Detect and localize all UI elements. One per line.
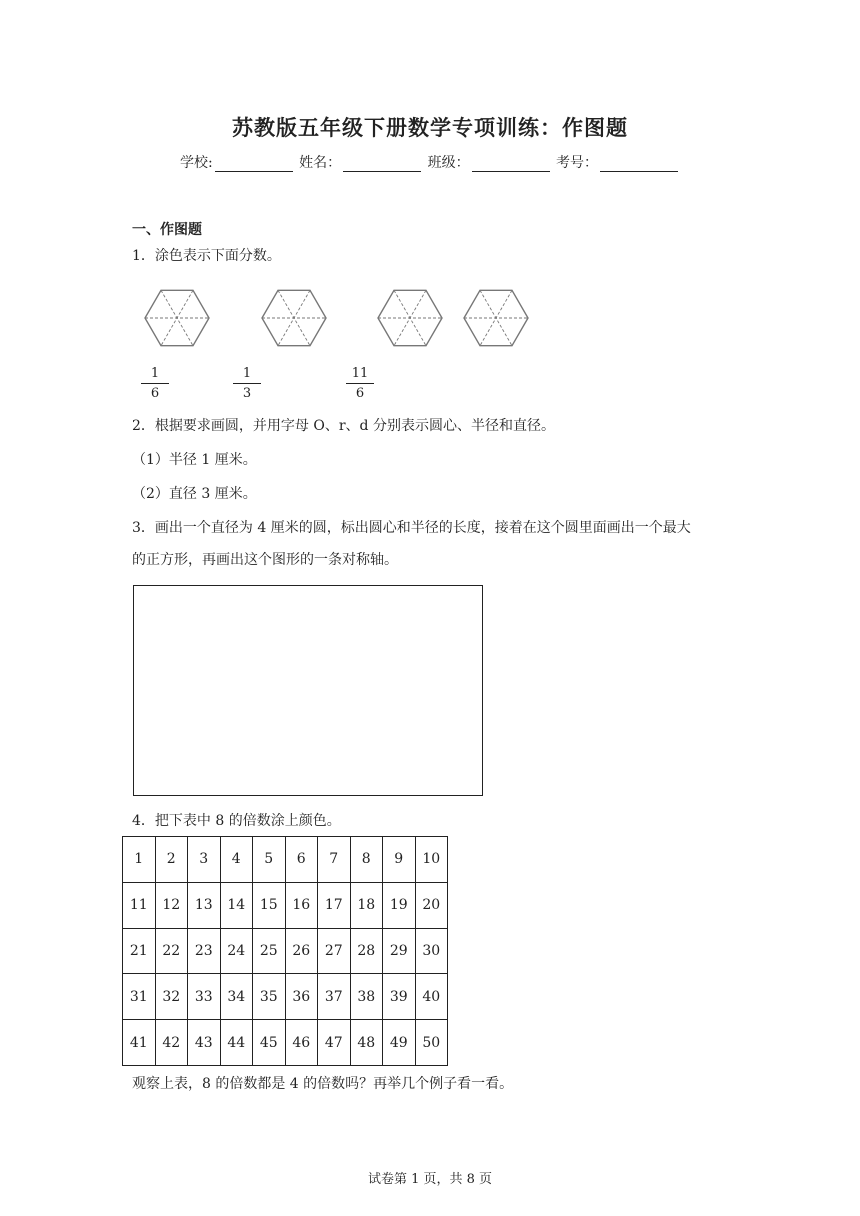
fraction-2 xyxy=(233,366,261,401)
grid-cell[interactable]: 42 xyxy=(155,1020,188,1066)
grid-cell[interactable]: 44 xyxy=(220,1020,253,1066)
grid-cell[interactable]: 15 xyxy=(253,882,286,928)
question-1-text: 1．涂色表示下面分数。 xyxy=(132,248,281,264)
grid-row xyxy=(123,974,448,1020)
question-2-text: 2．根据要求画圆，并用字母 O、r、d 分别表示圆心、半径和直径。 xyxy=(132,418,555,434)
grid-cell[interactable]: 6 xyxy=(285,837,318,883)
class-blank[interactable] xyxy=(472,157,550,172)
grid-cell[interactable]: 13 xyxy=(188,882,221,928)
grid-cell[interactable]: 41 xyxy=(123,1020,156,1066)
hexagon-3[interactable] xyxy=(378,290,442,345)
school-blank[interactable] xyxy=(215,157,293,172)
grid-cell[interactable]: 27 xyxy=(318,928,351,974)
fraction-1 xyxy=(141,366,169,401)
fraction-1-numerator: 1 xyxy=(141,366,169,384)
grid-cell[interactable]: 25 xyxy=(253,928,286,974)
question-2-part-2: （2）直径 3 厘米。 xyxy=(132,486,257,502)
fraction-3-numerator: 11 xyxy=(346,366,374,384)
name-label: 姓名： xyxy=(299,155,342,171)
grid-cell[interactable]: 20 xyxy=(415,882,448,928)
grid-row xyxy=(123,1020,448,1066)
fraction-3-denominator: 6 xyxy=(355,386,365,401)
grid-cell[interactable]: 37 xyxy=(318,974,351,1020)
grid-cell[interactable]: 40 xyxy=(415,974,448,1020)
grid-cell[interactable]: 38 xyxy=(350,974,383,1020)
grid-cell[interactable]: 1 xyxy=(123,837,156,883)
student-info-line xyxy=(0,152,860,172)
hexagon-1[interactable] xyxy=(145,290,209,345)
grid-cell[interactable]: 26 xyxy=(285,928,318,974)
grid-cell[interactable]: 23 xyxy=(188,928,221,974)
grid-cell[interactable]: 33 xyxy=(188,974,221,1020)
fraction-2-denominator: 3 xyxy=(242,386,252,401)
grid-cell[interactable]: 32 xyxy=(155,974,188,1020)
grid-cell[interactable]: 34 xyxy=(220,974,253,1020)
grid-cell[interactable]: 39 xyxy=(383,974,416,1020)
grid-cell[interactable]: 18 xyxy=(350,882,383,928)
grid-cell[interactable]: 24 xyxy=(220,928,253,974)
grid-cell[interactable]: 31 xyxy=(123,974,156,1020)
page-footer: 试卷第 1 页，共 8 页 xyxy=(367,1172,493,1187)
grid-cell[interactable]: 16 xyxy=(285,882,318,928)
grid-cell[interactable]: 19 xyxy=(383,882,416,928)
school-label: 学校: xyxy=(179,155,213,171)
grid-row xyxy=(123,882,448,928)
question-4-text: 4．把下表中 8 的倍数涂上颜色。 xyxy=(132,813,341,829)
question-3-line-1: 3．画出一个直径为 4 厘米的圆，标出圆心和半径的长度，接着在这个圆里面画出一个最大 xyxy=(132,520,691,536)
grid-cell[interactable]: 35 xyxy=(253,974,286,1020)
grid-cell[interactable]: 5 xyxy=(253,837,286,883)
fraction-3 xyxy=(346,366,374,401)
fraction-1-denominator: 6 xyxy=(150,386,160,401)
grid-cell[interactable]: 22 xyxy=(155,928,188,974)
grid-cell[interactable]: 12 xyxy=(155,882,188,928)
number-grid xyxy=(122,836,448,1066)
grid-cell[interactable]: 30 xyxy=(415,928,448,974)
grid-cell[interactable]: 50 xyxy=(415,1020,448,1066)
grid-cell[interactable]: 10 xyxy=(415,837,448,883)
grid-cell[interactable]: 11 xyxy=(123,882,156,928)
hexagon-figures xyxy=(132,282,552,358)
hexagon-4[interactable] xyxy=(464,290,528,345)
question-2-part-1: （1）半径 1 厘米。 xyxy=(132,452,257,468)
grid-cell[interactable]: 29 xyxy=(383,928,416,974)
grid-cell[interactable]: 8 xyxy=(350,837,383,883)
grid-row xyxy=(123,837,448,883)
drawing-box[interactable] xyxy=(133,585,483,796)
exam-no-label: 考号： xyxy=(556,155,599,171)
grid-cell[interactable]: 2 xyxy=(155,837,188,883)
grid-cell[interactable]: 17 xyxy=(318,882,351,928)
grid-cell[interactable]: 45 xyxy=(253,1020,286,1066)
grid-cell[interactable]: 36 xyxy=(285,974,318,1020)
section-heading: 一、作图题 xyxy=(132,222,202,238)
grid-row xyxy=(123,928,448,974)
grid-cell[interactable]: 47 xyxy=(318,1020,351,1066)
grid-cell[interactable]: 9 xyxy=(383,837,416,883)
grid-cell[interactable]: 7 xyxy=(318,837,351,883)
class-label: 班级： xyxy=(427,155,470,171)
grid-cell[interactable]: 48 xyxy=(350,1020,383,1066)
grid-cell[interactable]: 4 xyxy=(220,837,253,883)
grid-cell[interactable]: 28 xyxy=(350,928,383,974)
grid-cell[interactable]: 49 xyxy=(383,1020,416,1066)
name-blank[interactable] xyxy=(343,157,421,172)
fraction-2-numerator: 1 xyxy=(233,366,261,384)
exam-no-blank[interactable] xyxy=(600,157,678,172)
question-4-followup: 观察上表，8 的倍数都是 4 的倍数吗？再举几个例子看一看。 xyxy=(132,1076,514,1092)
grid-cell[interactable]: 21 xyxy=(123,928,156,974)
grid-cell[interactable]: 14 xyxy=(220,882,253,928)
hexagon-2[interactable] xyxy=(262,290,326,345)
grid-cell[interactable]: 46 xyxy=(285,1020,318,1066)
grid-cell[interactable]: 3 xyxy=(188,837,221,883)
question-3-line-2: 的正方形，再画出这个图形的一条对称轴。 xyxy=(132,552,398,568)
page-title: 苏教版五年级下册数学专项训练：作图题 xyxy=(232,116,628,140)
grid-cell[interactable]: 43 xyxy=(188,1020,221,1066)
